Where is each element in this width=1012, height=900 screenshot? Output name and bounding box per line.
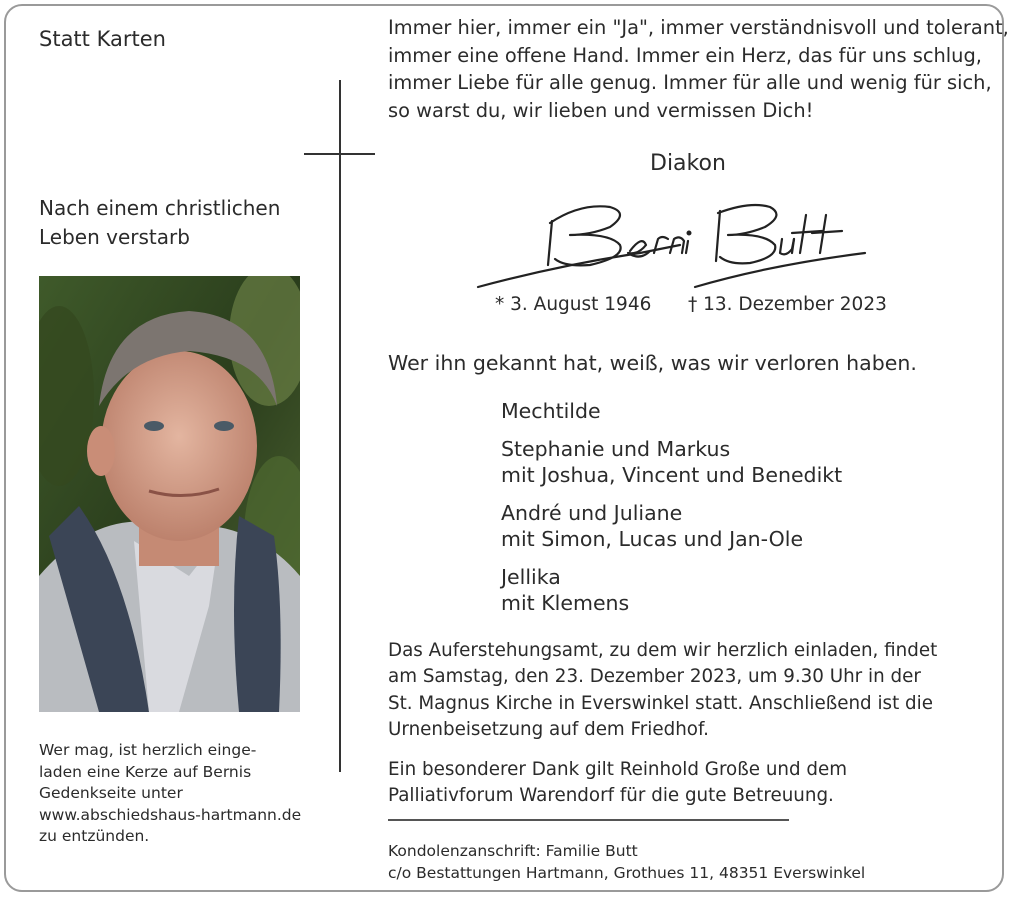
- family-member: mit Joshua, Vincent und Benedikt: [501, 463, 843, 487]
- memorial-link[interactable]: www.abschiedshaus-hartmann.de: [39, 805, 302, 824]
- family-member: Mechtilde: [501, 399, 601, 423]
- family-member: Jellika: [501, 565, 561, 589]
- condolence-line: Kondolenzanschrift: Familie Butt: [388, 842, 638, 860]
- separator-line: [388, 819, 789, 821]
- family-group: [501, 398, 842, 424]
- service-line: St. Magnus Kirche in Everswinkel statt. Anschließend ist die: [388, 692, 933, 714]
- service-line: Das Auferstehungsamt, zu dem wir herzlich einladen, findet: [388, 640, 938, 661]
- poem-line: so warst du, wir lieben und vermissen Dich!: [388, 98, 814, 122]
- thanks-text: [388, 757, 847, 810]
- candle-note-line: Gedenkseite unter: [39, 784, 183, 803]
- deceased-title: Diakon: [650, 151, 726, 176]
- intro-text: [39, 194, 280, 252]
- poem-line: immer eine offene Hand. Immer ein Herz, das für uns schlug,: [388, 43, 982, 67]
- poem-line: immer Liebe für alle genug. Immer für alle und wenig für sich,: [388, 71, 992, 95]
- family-group: [501, 564, 842, 616]
- service-line: Urnenbeisetzung auf dem Friedhof.: [388, 719, 709, 741]
- family-list: [501, 398, 842, 628]
- intro-line: Leben verstarb: [39, 225, 190, 249]
- candle-note-line: zu entzünden.: [39, 827, 150, 846]
- candle-note-line: laden eine Kerze auf Bernis: [39, 762, 252, 781]
- poem-text: [388, 14, 1009, 124]
- condolence-address: [388, 840, 865, 884]
- cross-vertical-bar: [339, 80, 341, 772]
- candle-note-line: Wer mag, ist herzlich einge-: [39, 741, 257, 759]
- signature-icon: [470, 195, 870, 295]
- candle-note: [39, 740, 301, 848]
- condolence-line: c/o Bestattungen Hartmann, Grothues 11, 48351 Everswinkel: [388, 864, 866, 882]
- family-group: [501, 500, 842, 552]
- thanks-line: Palliativforum Warendorf für die gute Betreuung.: [388, 785, 834, 807]
- thanks-line: Ein besonderer Dank gilt Reinhold Große und dem: [388, 759, 848, 780]
- family-member: mit Simon, Lucas und Jan-Ole: [501, 527, 804, 551]
- birth-date: * 3. August 1946: [495, 294, 652, 315]
- death-date: † 13. Dezember 2023: [688, 294, 887, 315]
- cross-horizontal-bar: [304, 153, 375, 155]
- service-text: [388, 638, 937, 744]
- portrait-photo: [39, 276, 300, 712]
- family-member: mit Klemens: [501, 591, 630, 615]
- poem-line: Immer hier, immer ein "Ja", immer verständnisvoll und tolerant,: [388, 16, 1009, 39]
- statt-karten-label: Statt Karten: [39, 27, 166, 51]
- family-member: Stephanie und Markus: [501, 437, 731, 461]
- intro-line: Nach einem christlichen: [39, 196, 281, 220]
- family-group: [501, 436, 842, 488]
- service-line: am Samstag, den 23. Dezember 2023, um 9.30 Uhr in der: [388, 666, 921, 688]
- deceased-name-signature: [470, 195, 870, 295]
- portrait-photo-icon: [39, 276, 300, 712]
- family-member: André und Juliane: [501, 501, 683, 525]
- motto-text: Wer ihn gekannt hat, weiß, was wir verloren haben.: [388, 351, 917, 375]
